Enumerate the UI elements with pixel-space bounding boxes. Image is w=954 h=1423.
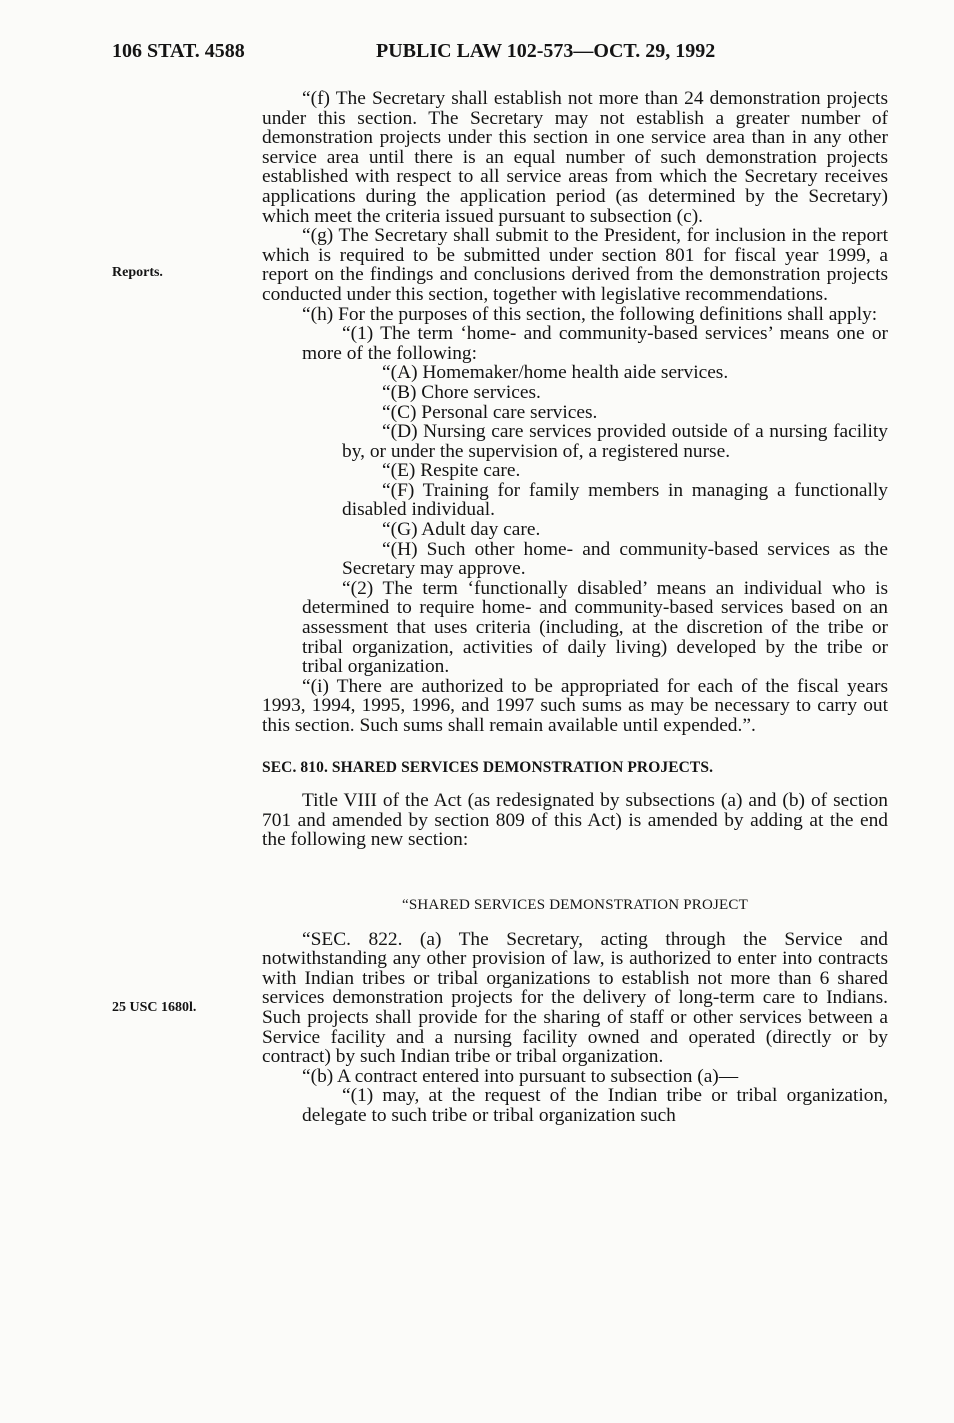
paragraph-f: “(f) The Secretary shall establish not more than 24 demonstration projects under this section. The Secretary may not establish a greater number of demonstration projects under this section in one service area than in any other service area until there is an equal number of such demonstration projects established with respect to all service areas from which the Secretary receives applications during the application period (as determined by the Secretary) which meet the criteria issued pursuant to subsection (c). [262, 88, 888, 227]
paragraph-sec-822-b: “(b) A contract entered into pursuant to subsection (a)— [302, 1065, 739, 1087]
list-item-b: “(B) Chore services. [382, 381, 541, 403]
shared-services-heading: “SHARED SERVICES DEMONSTRATION PROJECT [401, 896, 748, 913]
margin-note-usc-citation: 25 USC 1680l. [112, 1000, 197, 1015]
paragraph-sec-822-a: “SEC. 822. (a) The Secretary, acting through the Service and notwithstanding any other provision of law, is authorized to enter into contracts with Indian tribes or tribal organizations to establish not more than 6 shared services demonstration projects for the delivery of long-term care to Indians. Such projects shall provide for the sharing of staff or other services between a Service facility and a nursing facility owned and operated (directly or by contract) by such Indian tribe or tribal organization. [262, 928, 888, 1068]
public-law-title: PUBLIC LAW 102-573—OCT. 29, 1992 [376, 40, 716, 62]
list-item-d: “(D) Nursing care services provided outside of a nursing facility by, or under the supervision of, a registered nurse. [342, 421, 888, 462]
list-item-f: “(F) Training for family members in managing a functionally disabled individual. [342, 479, 888, 521]
paragraph-title-viii: Title VIII of the Act (as redesignated by subsections (a) and (b) of section 701 and amended by section 809 of this Act) is amended by adding at the end the following new section: [262, 790, 888, 851]
list-item-e: “(E) Respite care. [382, 460, 521, 482]
page-header [112, 40, 872, 70]
paragraph-h-2: “(2) The term ‘functionally disabled’ means an individual who is determined to require home- and community-based services based on an assessment that uses criteria (including, at the discretion of the tribe or tribal organization, activities of daily living) developed by the tribe or tribal organization. [302, 577, 888, 678]
list-item-a: “(A) Homemaker/home health aide services. [382, 362, 729, 384]
section-810-heading: SEC. 810. SHARED SERVICES DEMONSTRATION PROJECTS. [262, 758, 714, 776]
list-item-c: “(C) Personal care services. [382, 401, 598, 423]
list-item-h: “(H) Such other home- and community-based services as the Secretary may approve. [342, 538, 888, 580]
paragraph-h-1: “(1) The term ‘home- and community-based services’ means one or more of the following: [302, 323, 888, 364]
list-item-g: “(G) Adult day care. [382, 519, 541, 541]
paragraph-h: “(h) For the purposes of this section, the following definitions shall apply: [302, 303, 878, 325]
paragraph-sec-822-b-1: “(1) may, at the request of the Indian tribe or tribal organization, delegate to such tribe or tribal organization such [302, 1085, 888, 1126]
body-text [262, 89, 888, 1126]
paragraph-i: “(i) There are authorized to be appropriated for each of the fiscal years 1993, 1994, 1995, 1996, and 1997 such sums as may be necessary to carry out this section. Such sums shall remain available until expended.”. [262, 675, 888, 736]
margin-note-reports: Reports. [112, 265, 163, 280]
statute-page-number: 106 STAT. 4588 [112, 40, 245, 62]
paragraph-g: “(g) The Secretary shall submit to the President, for inclusion in the report which is required to be submitted under section 801 for fiscal year 1999, a report on the findings and conclusions derived from the demonstration projects conducted under this section, together with legislative recommendations. [262, 225, 888, 305]
